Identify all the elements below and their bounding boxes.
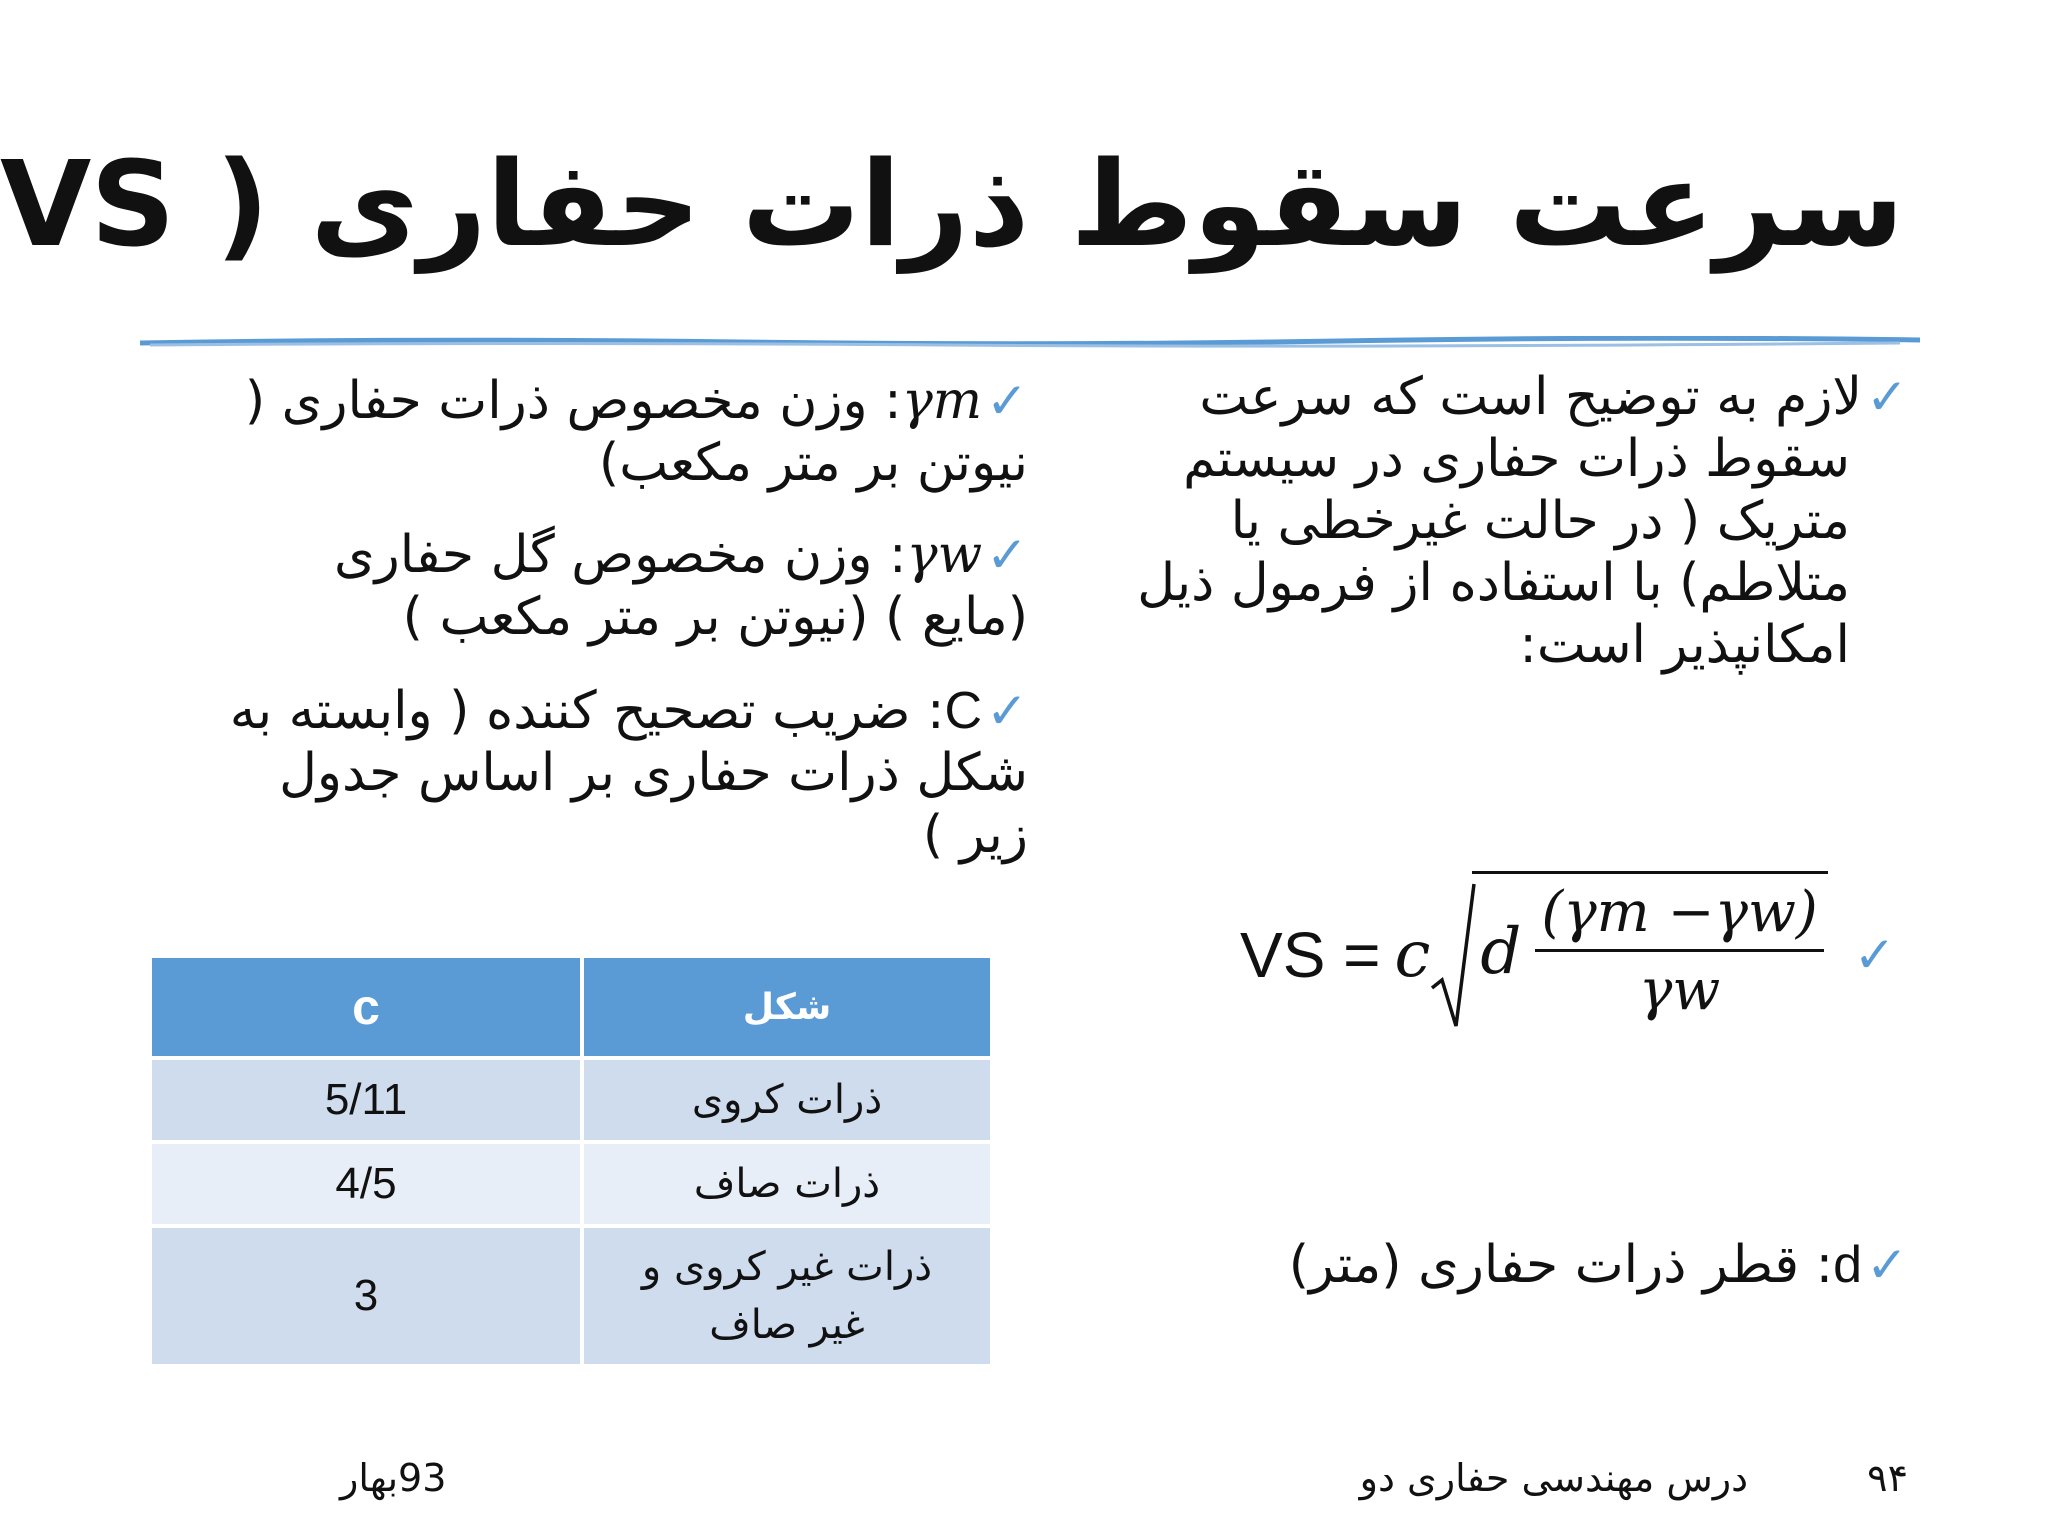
cell-c: 4/5 (150, 1142, 582, 1226)
cell-c: 3 (150, 1226, 582, 1366)
cell-shape: ذرات کروی (582, 1058, 992, 1142)
gamma-m-bullet (245, 370, 1028, 494)
cell-shape-line-1: ذرات غیر کروی و (641, 1244, 933, 1290)
formula-denominator: γw (1638, 958, 1721, 1023)
intro-line-1: لازم به توضیح است که سرعت (1199, 367, 1863, 427)
intro-line-4: متلاطم) با استفاده از فرمول ذیل (1137, 553, 1850, 613)
title-divider (140, 336, 1920, 348)
square-root (1430, 880, 1827, 1030)
cell-c: 5/11 (150, 1058, 582, 1142)
radical-icon (1430, 880, 1476, 1030)
table-row (150, 1226, 992, 1366)
cell-shape: ذرات صاف (582, 1142, 992, 1226)
cell-shape (582, 1226, 992, 1366)
header-c: c (150, 956, 582, 1058)
intro-bullet (1137, 366, 1908, 676)
d-description: : قطر ذرات حفاری (متر) (1288, 1235, 1834, 1295)
check-icon: ✓ (1866, 368, 1908, 426)
slide-title: سرعت سقوط ذرات حفاری ( VS (0, 135, 1904, 273)
cell-shape-line-2: غیر صاف (709, 1302, 865, 1348)
footer-term: 93بهار (340, 1456, 447, 1500)
check-icon: ✓ (986, 682, 1028, 740)
table-row (150, 1058, 992, 1142)
gamma-w-line-1: : وزن مخصوص گل حفاری (333, 525, 907, 585)
footer-page-number: ۹۴ (1867, 1456, 1908, 1500)
gamma-m-symbol: γm (901, 371, 983, 431)
d-symbol: d (1833, 1236, 1863, 1294)
footer-course: درس مهندسی حفاری دو (1359, 1456, 1748, 1500)
table-row (150, 1142, 992, 1226)
table-header-row (150, 956, 992, 1058)
c-line-3: زیر ) (922, 805, 1028, 865)
vs-formula (1240, 870, 1896, 1040)
c-bullet (230, 680, 1028, 866)
gamma-w-symbol: γw (906, 525, 983, 585)
gamma-m-line-1: : وزن مخصوص ذرات حفاری ( (244, 371, 902, 431)
formula-numerator: (γm −γw) (1535, 880, 1823, 952)
c-line-1: : ضریب تصحیح کننده ( وابسته به (229, 681, 945, 741)
formula-coef: c (1394, 918, 1431, 992)
c-symbol: C (944, 682, 983, 740)
formula-fraction (1535, 880, 1823, 1023)
gamma-w-bullet (334, 524, 1028, 648)
intro-line-5: امکانپذیر است: (1519, 615, 1850, 675)
formula-inner: d (1480, 914, 1522, 989)
d-bullet (1289, 1234, 1908, 1296)
header-shape: شکل (582, 956, 992, 1058)
check-icon: ✓ (986, 372, 1028, 430)
check-icon: ✓ (1853, 926, 1896, 984)
gamma-w-line-2: (مایع ) (نیوتن بر متر مکعب ) (402, 587, 1028, 647)
gamma-m-line-2: نیوتن بر متر مکعب) (598, 433, 1028, 493)
check-icon: ✓ (1866, 1236, 1908, 1294)
intro-line-2: سقوط ذرات حفاری در سیستم (1183, 429, 1850, 489)
c-line-2: شکل ذرات حفاری بر اساس جدول (279, 743, 1028, 803)
check-icon: ✓ (986, 526, 1028, 584)
intro-line-3: متریک ( در حالت غیرخطی یا (1230, 491, 1850, 551)
formula-lhs: VS = (1240, 919, 1381, 991)
c-coefficient-table (148, 954, 994, 1368)
